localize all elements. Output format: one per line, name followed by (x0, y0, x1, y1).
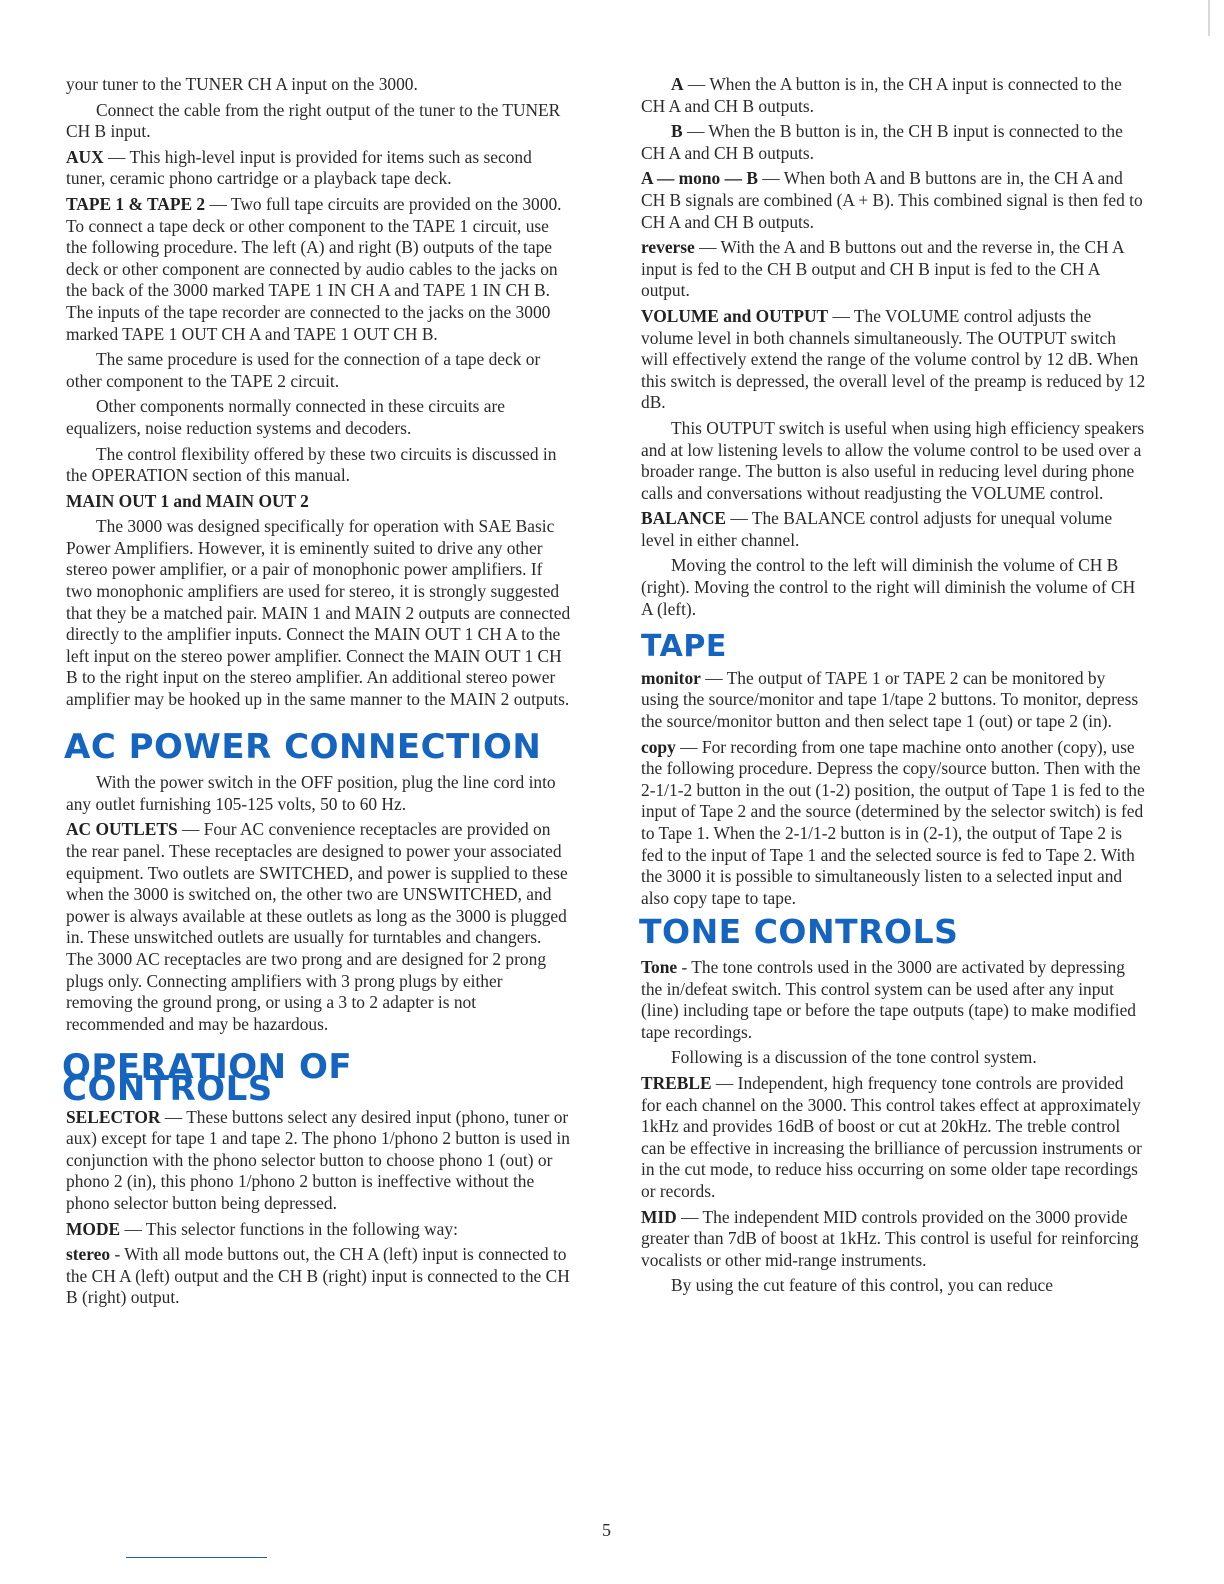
tone-following-paragraph: Following is a discussion of the tone control system. (671, 1047, 1037, 1068)
ac-power-heading: AC POWER CONNECTION (64, 726, 542, 767)
mode-mono-term: A — mono — B (641, 168, 758, 189)
selector-term: SELECTOR (66, 1106, 161, 1127)
mode-b-paragraph: B — When the B button is in, the CH B input is connected to the CH A and CH B outputs. (641, 121, 1123, 163)
selector-paragraph (66, 1107, 572, 1215)
tape-circuits-paragraph (66, 194, 572, 345)
right-column (641, 74, 1147, 1301)
mode-b-term: B (671, 121, 683, 142)
left-column (62, 74, 572, 1313)
copy-term: copy (641, 736, 676, 757)
stereo-paragraph (66, 1244, 572, 1309)
mode-text: — This selector functions in the following way: (124, 1218, 458, 1239)
tape-text: — Two full tape circuits are provided on the 3000. To connect a tape deck or other component to the TAPE 1 circuit, use the following procedure. The left (A) and right (B) outputs of the tape deck or other component are connected by audio cables to the jacks on the back of the 3000 marked TAPE 1 IN CH A and TAPE 1 IN CH B. The inputs of the tape recorder are connected to the jacks on the 3000 marked TAPE 1 OUT CH A and TAPE 1 OUT CH B. (66, 193, 562, 344)
mid-paragraph: MID — The independent MID controls provided on the 3000 provide greater than 7dB of boost at 1kHz. This control is useful for reinforcing vocalists or other mid-range instruments. (641, 1206, 1139, 1270)
aux-paragraph (66, 147, 572, 190)
volume-output-term: VOLUME and OUTPUT (641, 305, 829, 326)
tape-heading: TAPE (641, 629, 727, 665)
scan-edge-mark (1208, 0, 1210, 36)
balance-paragraph: BALANCE — The BALANCE control adjusts for unequal volume level in either channel. (641, 508, 1113, 550)
ac-outlets-text: — Four AC convenience receptacles are provided on the rear panel. These receptacles are designed to power your associated equipment. Two outlets are SWITCHED, and power is supplied to these when the 3000 is switched on, the other two are UNSWITCHED, and power is always available at these outlets as long as the 3000 is plugged in. These unswitched outlets are usually for turntables and changers. The 3000 AC receptacles are two prong and are designed for 2 prong plugs only. Connecting amplifiers with 3 prong plugs by either removing the ground prong, or using a 3 to 2 adapter is not recommended and may be hazardous. (66, 819, 568, 1034)
mode-reverse-term: reverse (641, 237, 695, 258)
mode-term: MODE (66, 1218, 121, 1239)
footer-rule (126, 1557, 267, 1558)
treble-term: TREBLE (641, 1072, 712, 1093)
tone-term: Tone (641, 956, 678, 977)
operation-of-controls-heading: OPERATION OF CONTROLS (62, 1047, 353, 1109)
balance-moving-paragraph: Moving the control to the left will diminish the volume of CH B (right). Moving the control to the right will diminish the volume of CH A (left). (641, 555, 1136, 619)
monitor-paragraph: monitor — The output of TAPE 1 or TAPE 2 can be monitored by using the source/monitor and tape 1/tape 2 buttons. To monitor, depress the source/monitor button and then select tape 1 (out) or tape 2 (in). (641, 667, 1139, 732)
treble-paragraph: TREBLE — Independent, high frequency tone controls are provided for each channel on the 3000. This control takes effect at approximately 1kHz and provides 16dB of boost or cut at 20kHz. The treble control can be effective in increasing the brilliance of percussion instruments or in the cut mode, to reduce hiss occurring on some older tape recordings or records. (641, 1072, 1142, 1201)
mode-a-term: A (671, 74, 684, 94)
mid-term: MID (641, 1206, 677, 1227)
selector-text: — These buttons select any desired input (phono, tuner or aux) except for tape 1 and tape 2. The phono 1/phono 2 button is used in conjunction with the phono selector button to choose phono 1 (out) or phono 2 (in), this phono 1/phono 2 button is ineffective without the phono selector button being depressed. (66, 1106, 570, 1213)
tuner-continued: your tuner to the TUNER CH A input on the 3000. (66, 74, 418, 94)
ac-power-intro: With the power switch in the OFF position, plug the line cord into any outlet furnishing 105-125 volts, 50 to 60 Hz. (66, 772, 556, 814)
mode-a-paragraph: A — When the A button is in, the CH A input is connected to the CH A and CH B outputs. (641, 74, 1122, 116)
aux-text: — This high-level input is provided for items such as second tuner, ceramic phono cartridge or a playback tape deck. (66, 146, 532, 189)
page-number: 5 (602, 1520, 611, 1540)
tuner-ch-b-paragraph: Connect the cable from the right output of the tuner to the TUNER CH B input. (66, 99, 561, 142)
stereo-text: - With all mode buttons out, the CH A (left) input is connected to the CH A (left) output and the CH B (right) input is connected to the CH B (right) output. (66, 1244, 570, 1308)
monitor-term: monitor (641, 667, 701, 688)
tone-paragraph: Tone - The tone controls used in the 3000 are activated by depressing the in/defeat switch. This control system can be used after any input (line) including tape or before the tape outputs (tape) to make modified tape recordings. (641, 956, 1136, 1042)
mode-paragraph (66, 1219, 572, 1241)
output-switch-paragraph: This OUTPUT switch is useful when using high efficiency speakers and at low listening levels to allow the volume control to be used over a broader range. The button is also useful in reducing level during phone calls and conversations without readjusting the VOLUME control. (641, 417, 1145, 503)
mode-reverse-paragraph: reverse — With the A and B buttons out and the reverse in, the CH A input is fed to the CH B output and CH B input is fed to the CH A output. (641, 237, 1124, 301)
main-out-title: MAIN OUT 1 and MAIN OUT 2 (66, 490, 309, 511)
mode-mono-paragraph: A — mono — B — When both A and B buttons are in, the CH A and CH B signals are combined (A + B). This combined signal is then fed to CH A and CH B outputs. (641, 168, 1143, 232)
tape-term: TAPE 1 & TAPE 2 (66, 193, 206, 214)
mid-cut-paragraph: By using the cut feature of this control, you can reduce (671, 1275, 1053, 1296)
control-flexibility-paragraph: The control flexibility offered by these two circuits is discussed in the OPERATION section of this manual. (66, 443, 557, 486)
ac-outlets-paragraph (66, 819, 572, 1035)
main-out-paragraph: The 3000 was designed specifically for operation with SAE Basic Power Amplifiers. However, it is eminently suited to drive any other stereo power amplifier, or a pair of monophonic power amplifiers. If two monophonic amplifiers are used for stereo, it is strongly suggested that they be a matched pair. MAIN 1 and MAIN 2 outputs are connected directly to the amplifier inputs. Connect the MAIN OUT 1 CH A to the left input on the stereo power amplifier. Connect the MAIN OUT 1 CH B to the right input on the stereo amplifier. An additional stereo power amplifier may be hooked up in the same manner to the MAIN 2 outputs. (66, 516, 571, 710)
tape2-procedure-paragraph: The same procedure is used for the connection of a tape deck or other component to the TAPE 2 circuit. (66, 349, 541, 391)
balance-term: BALANCE (641, 508, 727, 529)
tone-controls-heading: TONE CONTROLS (639, 912, 959, 952)
ac-outlets-term: AC OUTLETS (66, 819, 178, 840)
volume-output-paragraph: VOLUME and OUTPUT — The VOLUME control adjusts the volume level in both channels simultaneously. The OUTPUT switch will effectively extend the range of the volume control by 12 dB. When this switch is depressed, the overall level of the preamp is reduced by 12 dB. (641, 305, 1146, 413)
copy-paragraph: copy — For recording from one tape machine onto another (copy), use the following procedure. Depress the copy/source button. Then with the 2-1/1-2 button in the out (1-2) position, the output of Tape 1 is fed to the input of Tape 2 and the source (determined by the selector switch) is fed to Tape 1. When the 2-1/1-2 button is in (2-1), the output of Tape 2 is fed to the input of Tape 1 and the selected source is fed to Tape 2. With the 3000 it is possible to simultaneously listen to a selected input and also copy tape to tape. (641, 736, 1145, 908)
aux-term: AUX (66, 146, 104, 167)
stereo-term: stereo (66, 1244, 111, 1265)
other-components-paragraph: Other components normally connected in these circuits are equalizers, noise reduction systems and decoders. (66, 396, 506, 438)
